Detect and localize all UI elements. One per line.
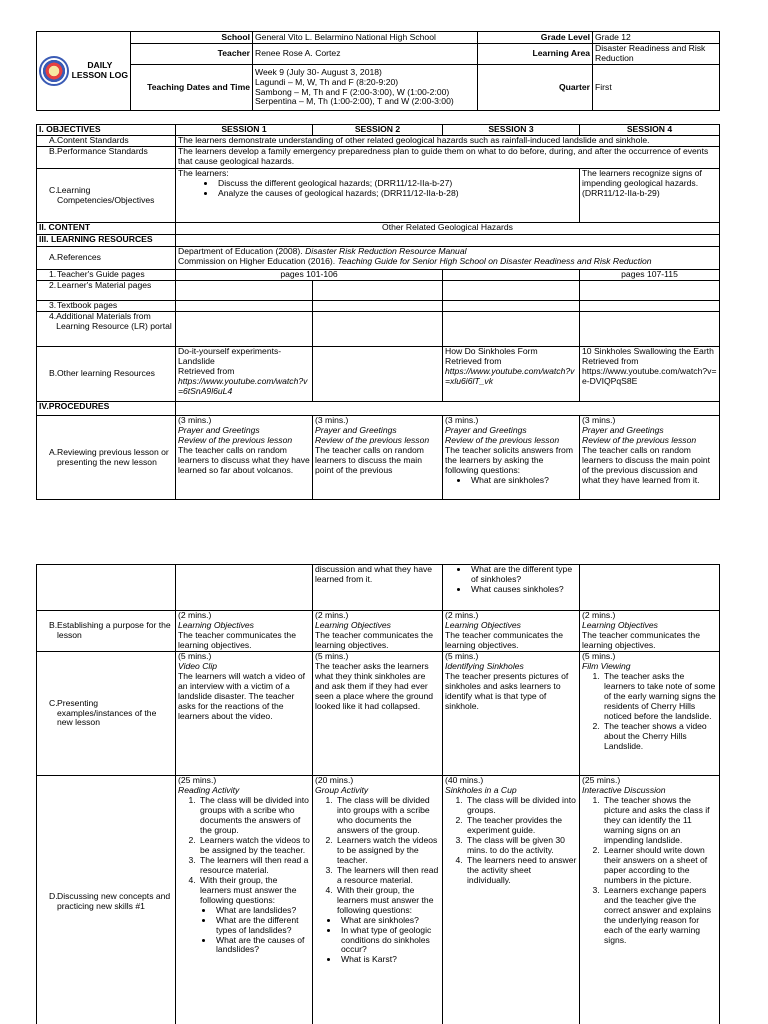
other-s4-link[interactable]: https://www.youtube.com/watch?v=e-DVIQPqS8E	[582, 365, 717, 386]
activity-body: The teacher communicates the learning objectives.	[315, 629, 433, 650]
competency-item: • Discuss the different geological hazards; (DRR11/12-IIa-b-27)	[216, 179, 577, 189]
dates-line: Sambong – M, Th and F (2:00-3:00), W (1:00-2:00)	[255, 86, 450, 97]
competency-item: • Analyze the causes of geological hazards; (DRR11/12-IIa-b-28)	[216, 189, 577, 199]
resources-blank	[176, 235, 720, 247]
tg-s4: pages 107-115	[580, 270, 720, 281]
activity-body: The teacher communicates the learning objectives.	[178, 629, 296, 650]
activity-body: The teacher calls on random learners to discuss the main point of the previous	[315, 444, 424, 475]
content-standards-value: The learners demonstrate understanding of other related geological hazards such as rainfall-induced landslide and sinkhole.	[176, 136, 720, 147]
time: (3 mins.)	[445, 415, 479, 425]
tb-cell	[313, 301, 443, 312]
time: (25 mins.)	[582, 775, 621, 785]
dates-line: Week 9 (July 30- August 3, 2018)	[255, 66, 382, 77]
step-item: 1. The class will be divided into groups with a scribe who documents the answers of the group.	[198, 796, 310, 836]
content-standards-label: A.Content Standards	[37, 136, 176, 147]
time: (2 mins.)	[582, 610, 616, 620]
step-item	[335, 886, 440, 916]
activity-title: Learning Objectives	[445, 619, 521, 630]
activity-title: Video Clip	[178, 660, 218, 671]
continuation-s1	[176, 565, 313, 611]
dates-value	[253, 65, 478, 111]
time: (20 mins.)	[315, 775, 354, 785]
lm-cell	[443, 281, 580, 301]
session-header: SESSION 2	[313, 125, 443, 136]
school-label: School	[131, 32, 253, 44]
time: (5 mins.)	[178, 651, 212, 661]
activity-body: The teacher communicates the learning objectives.	[445, 629, 563, 650]
teacher-label: Teacher	[131, 44, 253, 65]
content-value: Other Related Geological Hazards	[176, 223, 720, 235]
dll-title-line1: DAILY	[87, 60, 113, 71]
continuation-label	[37, 565, 176, 611]
activity-title: Interactive Discussion	[582, 784, 666, 795]
other-s3	[443, 347, 580, 402]
activity-title: Prayer and Greetings	[582, 424, 664, 435]
other-s1	[176, 347, 313, 402]
step-item: 2. Learner should write down their answers on a sheet of paper according to the numbers in the picture.	[602, 846, 717, 886]
dll-title-cell	[37, 32, 131, 111]
lesson-table-page2	[36, 564, 720, 1024]
school-value: General Vito L. Belarmino National High School	[253, 32, 478, 44]
activity-title: Prayer and Greetings	[445, 424, 527, 435]
performance-value: The learners develop a family emergency preparedness plan to guide them on what to do before, during, and after the occurrence of events that cause geological hazards.	[176, 147, 720, 169]
time: (2 mins.)	[445, 610, 479, 620]
procedure-b-s1	[176, 611, 313, 652]
am-cell	[580, 312, 720, 347]
grade-value: Grade 12	[593, 32, 720, 44]
grade-label: Grade Level	[478, 32, 593, 44]
step-item: 2. The teacher shows a video about the Cherry Hills Landslide.	[602, 722, 717, 752]
procedure-a-s2	[313, 416, 443, 500]
ref2-title: Teaching Guide for Senior High School on Disaster Readiness and Risk Reduction	[337, 255, 652, 266]
activity-title: Film Viewing	[582, 660, 631, 671]
step-item: 3. The learners will then read a resource material.	[335, 866, 440, 886]
other-s1-line: Do-it-yourself experiments-Landslide	[178, 346, 282, 366]
time: (5 mins.)	[582, 651, 616, 661]
activity-title: Review of the previous lesson	[445, 434, 560, 445]
tb-cell	[443, 301, 580, 312]
procedure-a-s1	[176, 416, 313, 500]
question-item: • What are sinkholes?	[469, 476, 577, 486]
activity-title: Learning Objectives	[178, 619, 254, 630]
activity-body: The teacher calls on random learners to discuss what they have learned so far about volcanos.	[178, 444, 310, 475]
other-s1-link[interactable]: https://www.youtube.com/watch?v=6tSnA9l6uL4	[178, 375, 308, 396]
activity-body: The teacher communicates the learning objectives.	[582, 629, 700, 650]
procedure-a-s4	[580, 416, 720, 500]
time: (5 mins.)	[315, 651, 349, 661]
question-item: • What are the different types of landslides?	[214, 916, 310, 936]
step-item: 3. The learners will then read a resource material.	[198, 856, 310, 876]
time: (40 mins.)	[445, 775, 484, 785]
time: (3 mins.)	[582, 415, 616, 425]
procedure-b-label: B. Establishing a purpose for the lesson	[37, 611, 176, 652]
lm-label: 2. Learner's Material pages	[37, 281, 176, 301]
objectives-heading: I. OBJECTIVES	[37, 125, 176, 136]
time: (25 mins.)	[178, 775, 217, 785]
continuation-s2: discussion and what they have learned from it.	[313, 565, 443, 611]
step-item: 1. The class will be divided into groups with a scribe who documents the answers of the group.	[335, 796, 440, 836]
procedure-b-s2	[313, 611, 443, 652]
other-s3-link[interactable]: https://www.youtube.com/watch?v=xlu6i6lT_vk	[445, 365, 575, 386]
procedures-heading: IV.PROCEDURES	[37, 402, 176, 416]
dates-line: Lagundi – M, W, Th and F (8:20-9:20)	[255, 76, 399, 87]
time: (5 mins.)	[445, 651, 479, 661]
session-header: SESSION 1	[176, 125, 313, 136]
am-label: 4. Additional Materials from Learning Resource (LR) portal	[37, 312, 176, 347]
procedure-a-s3	[443, 416, 580, 500]
continuation-s4	[580, 565, 720, 611]
time: (3 mins.)	[178, 415, 212, 425]
time: (2 mins.)	[178, 610, 212, 620]
procedure-c-s4	[580, 652, 720, 776]
procedure-d-s4	[580, 776, 720, 1024]
time: (2 mins.)	[315, 610, 349, 620]
tg-s3	[443, 270, 580, 281]
competencies-intro: The learners:	[178, 168, 229, 178]
references-label: A.References	[37, 247, 176, 270]
step-item: 1. The class will be divided into groups.	[465, 796, 577, 816]
dll-title-line2: LESSON LOG	[71, 70, 128, 80]
other-s2	[313, 347, 443, 402]
tb-label: 3.Textbook pages	[37, 301, 176, 312]
activity-title: Reading Activity	[178, 784, 240, 795]
activity-title: Review of the previous lesson	[315, 434, 430, 445]
other-resources-label: B. Other learning Resources	[37, 347, 176, 402]
other-s1-line: Retrieved from	[178, 365, 235, 376]
competency-s4: The learners recognize signs of impending geological hazards. (DRR11/12-IIa-b-29)	[580, 169, 720, 223]
question-item: • What are sinkholes?	[339, 916, 440, 926]
procedure-c-s2	[313, 652, 443, 776]
procedures-blank	[176, 402, 720, 416]
question-item: • What are the causes of landslides?	[214, 936, 310, 956]
am-cell	[313, 312, 443, 347]
competencies-value	[176, 169, 580, 223]
procedure-d-s3	[443, 776, 580, 1024]
deped-seal-icon	[39, 56, 69, 86]
procedure-d-s2	[313, 776, 443, 1024]
header-table	[36, 31, 720, 111]
quarter-label: Quarter	[478, 65, 593, 111]
activity-body: The teacher solicits answers from the learners by asking the following questions:	[445, 444, 573, 475]
ref1-text: Department of Education (2008).	[178, 246, 306, 256]
procedure-c-s3	[443, 652, 580, 776]
activity-body: The learners will watch a video of an interview with a victim of a landslide disaster. The teacher asks for the reactions of the learners about the video.	[178, 670, 306, 721]
procedure-c-label: C. Presenting examples/instances of the new lesson	[37, 652, 176, 776]
other-s4-line: 10 Sinkholes Swallowing the Earth	[582, 346, 714, 356]
step-item: 3. The class will be given 30 mins. to do the activity.	[465, 836, 577, 856]
step-item: 1. The teacher asks the learners to take note of some of the early warning signs the residents of Cherry Hills noticed before the landslide.	[602, 672, 717, 722]
activity-title: Prayer and Greetings	[178, 424, 260, 435]
procedure-b-s3	[443, 611, 580, 652]
activity-body: The teacher calls on random learners to discuss the main point of the previous discussion and what they have learned from it.	[582, 444, 711, 485]
step-item: 2. Learners watch the videos to be assigned by the teacher.	[335, 836, 440, 866]
step-item: 3. Learners exchange papers and the teacher give the correct answer and explains the underlying reason for each of the early warning signs.	[602, 886, 717, 946]
question-item: • What are landslides?	[214, 906, 310, 916]
lm-cell	[580, 281, 720, 301]
tg-s1: pages 101-106	[176, 270, 443, 281]
other-s4	[580, 347, 720, 402]
activity-title: Review of the previous lesson	[582, 434, 697, 445]
activity-title: Identifying Sinkholes	[445, 660, 524, 671]
session-header: SESSION 4	[580, 125, 720, 136]
content-heading: II. CONTENT	[37, 223, 176, 235]
dates-line: Serpentina – M, Th (1:00-2:00), T and W (2:00-3:00)	[255, 96, 454, 107]
teacher-value: Renee Rose A. Cortez	[253, 44, 478, 65]
tb-cell	[176, 301, 313, 312]
activity-title: Prayer and Greetings	[315, 424, 397, 435]
procedure-c-s1	[176, 652, 313, 776]
other-s3-line: How Do Sinkholes Form	[445, 346, 538, 356]
activity-title: Group Activity	[315, 784, 369, 795]
procedure-b-s4	[580, 611, 720, 652]
procedure-d-s1	[176, 776, 313, 1024]
am-cell	[443, 312, 580, 347]
session-header: SESSION 3	[443, 125, 580, 136]
step-item: 2. Learners watch the videos to be assigned by the teacher.	[198, 836, 310, 856]
procedure-d-label: D. Discussing new concepts and practicing new skills #1	[37, 776, 176, 1024]
am-cell	[176, 312, 313, 347]
lm-cell	[313, 281, 443, 301]
tb-cell	[580, 301, 720, 312]
activity-body: The teacher presents pictures of sinkholes and asks learners to identify what is that type of sinkhole.	[445, 670, 569, 711]
step-text: With their group, the learners must answer the following questions:	[200, 874, 297, 905]
competencies-label: C. Learning Competencies/Objectives	[37, 169, 176, 223]
question-item: • What causes sinkholes?	[469, 585, 577, 595]
step-text: With their group, the learners must answer the following questions:	[337, 884, 434, 915]
lesson-table-page1	[36, 124, 720, 500]
question-item: • In what type of geologic conditions do sinkholes occur?	[339, 926, 440, 956]
procedure-a-label: A. Reviewing previous lesson or presenting the new lesson	[37, 416, 176, 500]
dates-label: Teaching Dates and Time	[131, 65, 253, 111]
area-label: Learning Area	[478, 44, 593, 65]
tg-label: 1.Teacher's Guide pages	[37, 270, 176, 281]
question-item: • What are the different type of sinkholes?	[469, 565, 577, 585]
time: (3 mins.)	[315, 415, 349, 425]
references-value	[176, 247, 720, 270]
activity-title: Learning Objectives	[315, 619, 391, 630]
step-item: 2. The teacher provides the experiment guide.	[465, 816, 577, 836]
activity-title: Learning Objectives	[582, 619, 658, 630]
step-item: 4. The learners need to answer the activity sheet individually.	[465, 856, 577, 886]
quarter-value: First	[593, 65, 720, 111]
area-value: Disaster Readiness and Risk Reduction	[593, 44, 720, 65]
ref1-title: Disaster Risk Reduction Resource Manual	[305, 246, 467, 256]
activity-body: The teacher asks the learners what they think sinkholes are and ask them if they had ever seen a place where the ground looked like it had collapsed.	[315, 660, 434, 711]
lm-cell	[176, 281, 313, 301]
continuation-s3	[443, 565, 580, 611]
other-s3-line: Retrieved from	[445, 355, 502, 366]
performance-label: B. Performance Standards	[37, 147, 176, 169]
other-s4-line: Retrieved from	[582, 355, 639, 366]
question-item: • What is Karst?	[339, 955, 440, 965]
ref2-text: Commission on Higher Education (2016).	[178, 255, 338, 266]
activity-title: Sinkholes in a Cup	[445, 784, 517, 795]
resources-heading: III. LEARNING RESOURCES	[37, 235, 176, 247]
step-item: 1. The teacher shows the picture and asks the class if they can identify the 11 warning signs on an impending landslide.	[602, 796, 717, 846]
activity-title: Review of the previous lesson	[178, 434, 293, 445]
step-item	[198, 876, 310, 956]
